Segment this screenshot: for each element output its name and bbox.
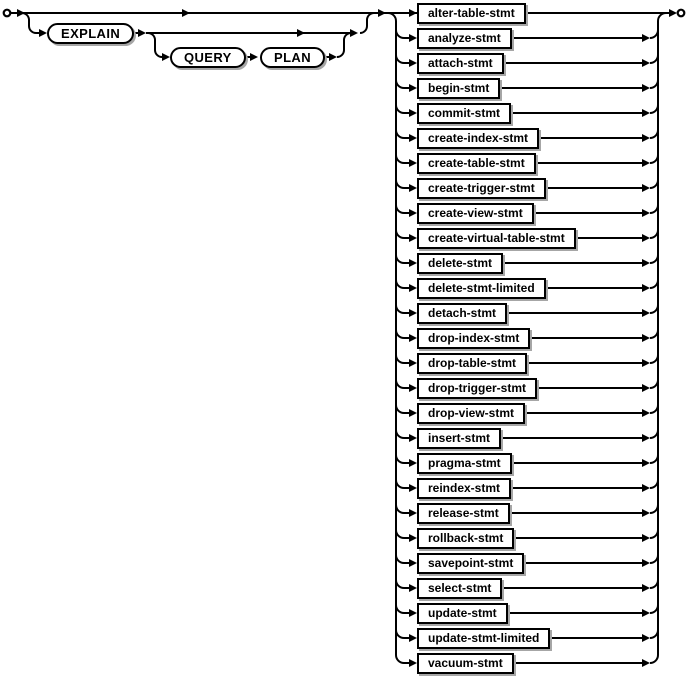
nonterminal-create-virtual-table-stmt[interactable]: create-virtual-table-stmt [417, 228, 576, 249]
nonterminal-release-stmt[interactable]: release-stmt [417, 503, 510, 524]
nonterminal-pragma-stmt[interactable]: pragma-stmt [417, 453, 512, 474]
nonterminal-commit-stmt[interactable]: commit-stmt [417, 103, 511, 124]
nonterminal-delete-stmt[interactable]: delete-stmt [417, 253, 503, 274]
nonterminal-vacuum-stmt[interactable]: vacuum-stmt [417, 653, 514, 674]
start-terminal-icon [4, 10, 11, 17]
nonterminal-begin-stmt[interactable]: begin-stmt [417, 78, 500, 99]
nonterminal-delete-stmt-limited[interactable]: delete-stmt-limited [417, 278, 546, 299]
nonterminal-update-stmt[interactable]: update-stmt [417, 603, 508, 624]
nonterminal-select-stmt[interactable]: select-stmt [417, 578, 502, 599]
nonterminal-create-view-stmt[interactable]: create-view-stmt [417, 203, 534, 224]
nonterminal-drop-view-stmt[interactable]: drop-view-stmt [417, 403, 525, 424]
keyword-query: QUERY [170, 47, 246, 68]
nonterminal-alter-table-stmt[interactable]: alter-table-stmt [417, 3, 526, 24]
nonterminal-create-table-stmt[interactable]: create-table-stmt [417, 153, 536, 174]
nonterminal-attach-stmt[interactable]: attach-stmt [417, 53, 504, 74]
nonterminal-insert-stmt[interactable]: insert-stmt [417, 428, 501, 449]
nonterminal-detach-stmt[interactable]: detach-stmt [417, 303, 507, 324]
nonterminal-drop-table-stmt[interactable]: drop-table-stmt [417, 353, 527, 374]
nonterminal-create-index-stmt[interactable]: create-index-stmt [417, 128, 539, 149]
nonterminal-savepoint-stmt[interactable]: savepoint-stmt [417, 553, 524, 574]
nonterminal-analyze-stmt[interactable]: analyze-stmt [417, 28, 512, 49]
nonterminal-create-trigger-stmt[interactable]: create-trigger-stmt [417, 178, 546, 199]
end-terminal-icon [678, 10, 685, 17]
keyword-explain: EXPLAIN [47, 23, 134, 44]
nonterminal-drop-trigger-stmt[interactable]: drop-trigger-stmt [417, 378, 537, 399]
nonterminal-rollback-stmt[interactable]: rollback-stmt [417, 528, 514, 549]
nonterminal-reindex-stmt[interactable]: reindex-stmt [417, 478, 511, 499]
keyword-plan: PLAN [260, 47, 325, 68]
nonterminal-drop-index-stmt[interactable]: drop-index-stmt [417, 328, 530, 349]
nonterminal-update-stmt-limited[interactable]: update-stmt-limited [417, 628, 550, 649]
